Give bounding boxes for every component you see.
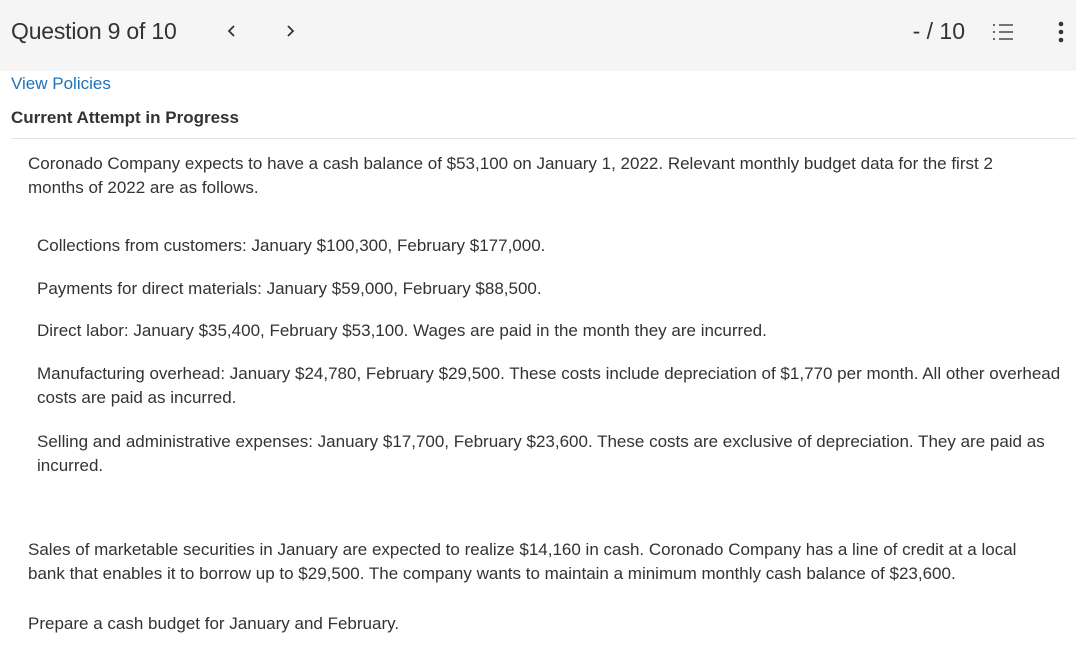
- more-vertical-icon: [1054, 18, 1068, 46]
- budget-item-direct-materials: Payments for direct materials: January $59,000, February $88,500.: [37, 279, 542, 298]
- previous-question-button[interactable]: [221, 18, 243, 44]
- next-question-button[interactable]: [279, 18, 301, 44]
- problem-sales-text: Sales of marketable securities in January are expected to realize $14,160 in cash. Coronado Company has a line of credit at a local bank that enables it to borrow up to $29,500. The company wants to maintain a minimum monthly cash balance of $23,600.: [28, 540, 1017, 583]
- divider: [11, 138, 1076, 139]
- budget-item-selling-admin: Selling and administrative expenses: January $17,700, February $23,600. These costs are exclusive of depreciation. They are paid as incurred.: [37, 432, 1045, 475]
- budget-item-collections: Collections from customers: January $100,300, February $177,000.: [37, 236, 546, 255]
- problem-instruction: Prepare a cash budget for January and February.: [28, 614, 400, 633]
- numbered-list-icon: [990, 18, 1020, 46]
- problem-intro: Coronado Company expects to have a cash balance of $53,100 on January 1, 2022. Relevant monthly budget data for the first 2 months of 2022 are as follows.: [28, 154, 993, 197]
- budget-item-manufacturing-overhead: Manufacturing overhead: January $24,780, February $29,500. These costs include depreciation of $1,770 per month. All other overhead costs are paid as incurred.: [37, 364, 1061, 407]
- score-display: - / 10: [912, 18, 965, 44]
- budget-item-direct-labor: Direct labor: January $35,400, February $53,100. Wages are paid in the month they are incurred.: [37, 321, 767, 340]
- chevron-left-icon: [227, 23, 237, 39]
- chevron-right-icon: [285, 23, 295, 39]
- more-options-button[interactable]: [1054, 18, 1068, 46]
- question-header: [0, 0, 1076, 71]
- attempt-heading: Current Attempt in Progress: [11, 108, 239, 127]
- question-counter: Question 9 of 10: [11, 18, 177, 44]
- view-policies-link[interactable]: View Policies: [11, 74, 111, 93]
- question-list-button[interactable]: [990, 18, 1020, 46]
